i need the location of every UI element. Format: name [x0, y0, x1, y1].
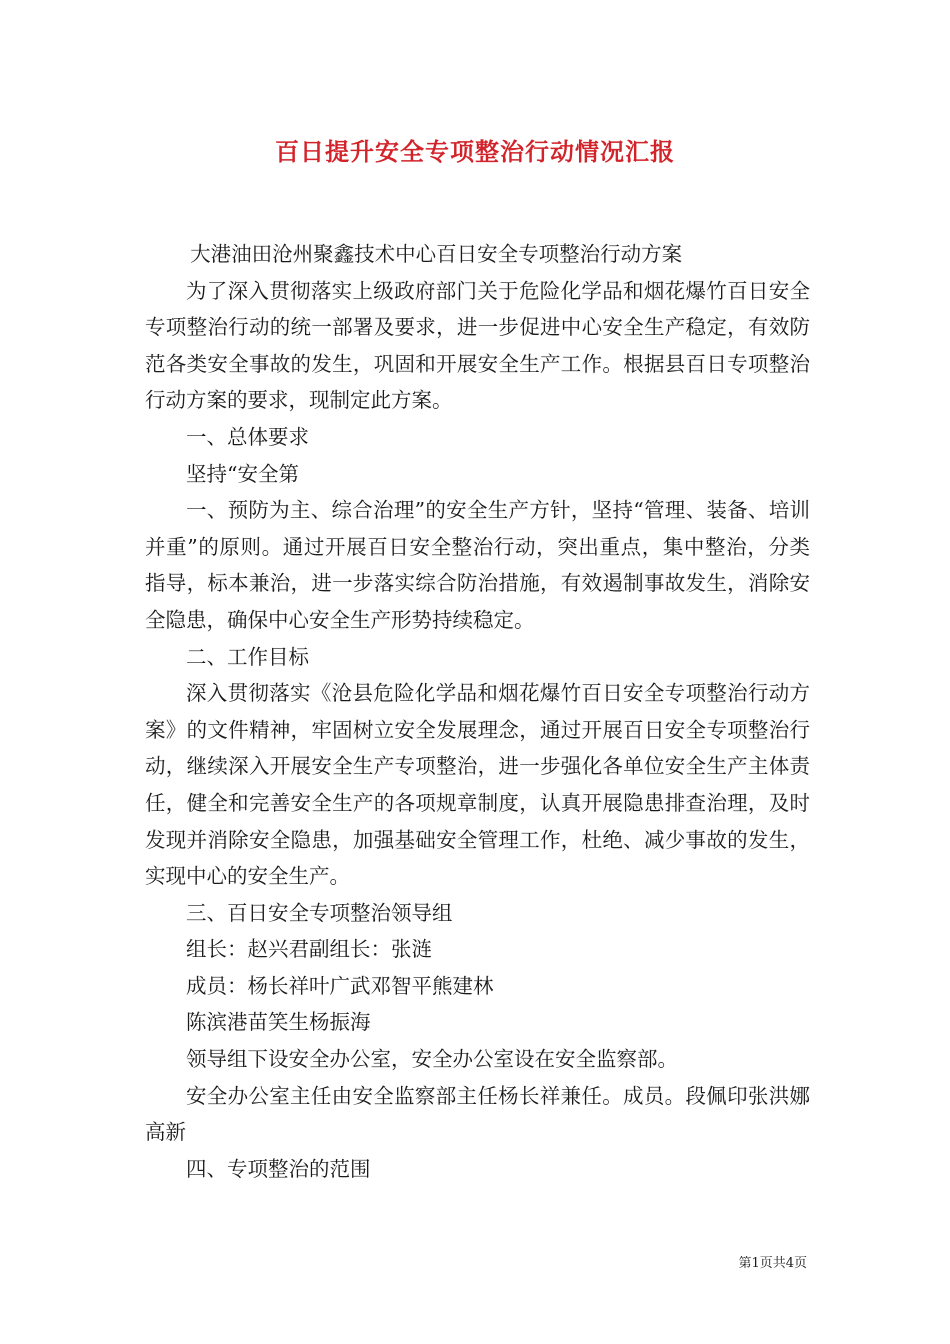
paragraph-adhere: 坚持“安全第 — [186, 461, 299, 486]
paragraph-policy: 一、预防为主、综合治理”的安全生产方针，坚持“管理、装备、培训并重”的原则。通过开展百日安全整治行动，突出重点，集中整治，分类指导，标本兼治，进一步落实综合防治措施，有效遏制事故发生，消除安全隐患，确保中心安全生产形势持续稳定。 — [145, 498, 810, 632]
paragraph-office: 领导组下设安全办公室，安全办公室设在安全监察部。 — [186, 1047, 678, 1072]
document-title: 百日提升安全专项整治行动情况汇报 — [275, 137, 675, 166]
paragraph-goals: 深入贯彻落实《沧县危险化学品和烟花爆竹百日安全专项整治行动方案》的文件精神，牢固树立安全发展理念，通过开展百日安全专项整治行动，继续深入开展安全生产专项整治，进一步强化各单位安全生产主体责任，健全和完善安全生产的各项规章制度，认真开展隐患排查治理，及时发现并消除安全隐患，加强基础安全管理工作，杜绝、减少事故的发生，实现中心的安全生产。 — [145, 681, 810, 889]
paragraph-members: 成员：杨长祥叶广武邓智平熊建林 — [186, 973, 494, 998]
paragraph-intro: 为了深入贯彻落实上级政府部门关于危险化学品和烟花爆竹百日安全专项整治行动的统一部署及要求，进一步促进中心安全生产稳定，有效防范各类安全事故的发生，巩固和开展安全生产工作。根据县百日专项整治行动方案的要求，现制定此方案。 — [145, 278, 810, 413]
page-number: 第1页共4页 — [738, 1256, 807, 1271]
paragraph-plan-heading: 大港油田沧州聚鑫技术中心百日安全专项整治行动方案 — [190, 242, 683, 266]
document-body — [145, 236, 810, 1187]
section-heading-general-requirements: 一、总体要求 — [186, 424, 309, 449]
paragraph-office-director: 安全办公室主任由安全监察部主任杨长祥兼任。成员。段佩印张洪娜高新 — [145, 1083, 810, 1145]
section-heading-leadership-group: 三、百日安全专项整治领导组 — [186, 900, 453, 925]
paragraph-members-cont: 陈滨港苗笑生杨振海 — [186, 1010, 371, 1035]
section-heading-scope: 四、专项整治的范围 — [186, 1156, 371, 1181]
section-heading-work-goals: 二、工作目标 — [186, 644, 309, 669]
paragraph-leaders: 组长：赵兴君副组长：张涟 — [186, 937, 432, 962]
